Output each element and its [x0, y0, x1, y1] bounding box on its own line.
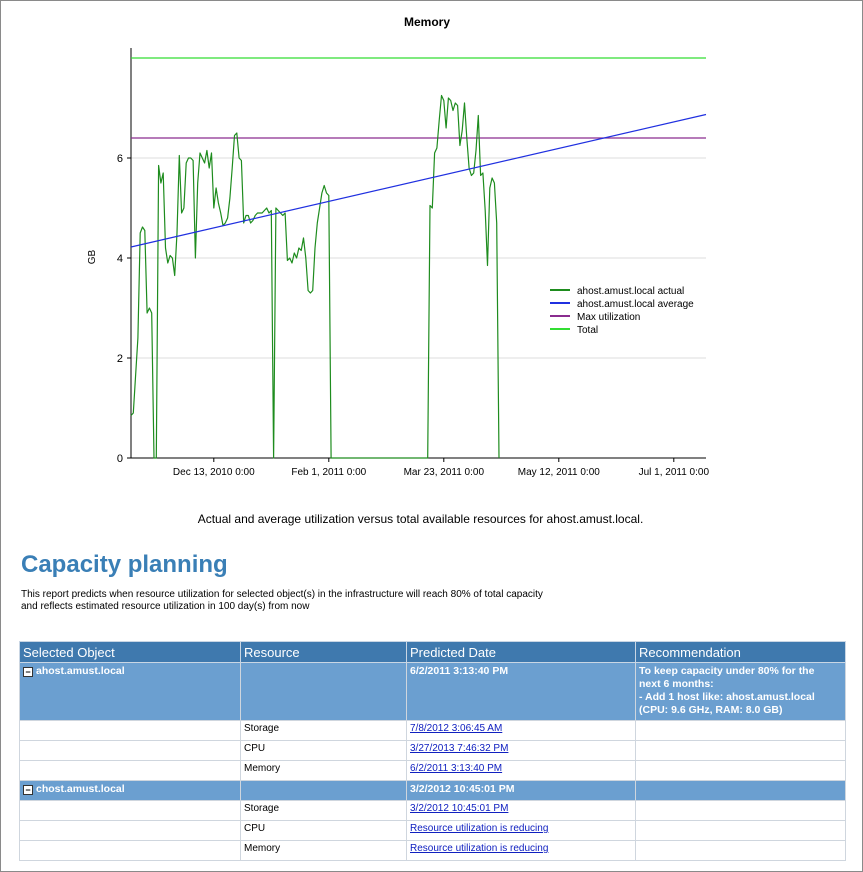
table-row: [20, 801, 846, 821]
legend-label: Max utilization: [577, 312, 641, 323]
recommendation-line-1: To keep capacity under 80% for the: [639, 665, 815, 677]
table-header-row: [20, 642, 846, 663]
group-predicted-cell: 6/2/2011 3:13:40 PM: [407, 663, 636, 721]
resource-cell: Memory: [241, 841, 407, 861]
y-tick-label: 2: [116, 353, 123, 365]
header-selected-object[interactable]: Selected Object: [20, 642, 241, 663]
predicted-date-link[interactable]: 3/2/2012 10:45:01 PM: [410, 803, 509, 814]
predicted-date-link[interactable]: 3/27/2013 7:46:32 PM: [410, 743, 509, 754]
resource-cell: Memory: [241, 761, 407, 781]
chart-grid: [131, 158, 706, 358]
predicted-date-link[interactable]: 7/8/2012 3:06:45 AM: [410, 723, 503, 734]
table-row: [20, 721, 846, 741]
x-tick-label: Jul 1, 2011 0:00: [638, 467, 710, 478]
capacity-planning-title: Capacity planning: [21, 551, 228, 578]
header-recommendation[interactable]: Recommendation: [636, 642, 846, 663]
predicted-date-link[interactable]: 6/2/2011 3:13:40 PM: [410, 763, 503, 774]
recommendation-line-3: - Add 1 host like: ahost.amust.local: [639, 691, 815, 703]
table-row: [20, 741, 846, 761]
group-predicted-cell: 3/2/2012 10:45:01 PM: [407, 781, 636, 801]
group-resource-cell: [241, 781, 407, 801]
resource-cell: Storage: [241, 801, 407, 821]
chart-title: Memory: [403, 15, 451, 29]
resource-cell: Storage: [241, 721, 407, 741]
group-resource-cell: [241, 663, 407, 721]
x-tick-label: Mar 23, 2011 0:00: [403, 467, 485, 478]
group-recommendation-cell: [636, 663, 846, 721]
group-object-name: ahost.amust.local: [36, 665, 125, 677]
x-tick-label: May 12, 2011 0:00: [517, 467, 600, 478]
table-row: [20, 841, 846, 861]
table-row: [20, 821, 846, 841]
x-tick-label: Feb 1, 2011 0:00: [291, 467, 367, 478]
legend-label: Total: [577, 325, 599, 336]
capacity-planning-description: [21, 589, 641, 613]
legend-label: ahost.amust.local actual: [577, 286, 685, 297]
chart-legend: [550, 286, 694, 336]
resource-cell: CPU: [241, 821, 407, 841]
group-object-cell: [20, 663, 241, 721]
recommendation-line-2: next 6 months:: [639, 678, 714, 690]
collapse-toggle-icon[interactable]: −: [23, 785, 33, 795]
y-tick-label: 6: [116, 153, 123, 165]
resource-cell: CPU: [241, 741, 407, 761]
header-resource[interactable]: Resource: [241, 642, 407, 663]
group-recommendation-cell: [636, 781, 846, 801]
predicted-date-link[interactable]: Resource utilization is reducing: [410, 823, 549, 834]
chart-axes: [117, 48, 710, 478]
group-object-cell: [20, 781, 241, 801]
collapse-toggle-icon[interactable]: −: [23, 667, 33, 677]
table-row: [20, 761, 846, 781]
y-tick-label: 0: [116, 453, 123, 465]
group-row-chost: [20, 781, 846, 801]
description-line-2: and reflects estimated resource utilization in 100 day(s) from now: [21, 601, 310, 612]
capacity-table: [19, 641, 846, 861]
y-axis-label: GB: [87, 249, 98, 265]
legend-label: ahost.amust.local average: [577, 299, 694, 310]
chart-caption: Actual and average utilization versus total available resources for ahost.amust.local.: [197, 512, 644, 526]
group-object-name: chost.amust.local: [36, 783, 125, 795]
recommendation-line-4: (CPU: 9.6 GHz, RAM: 8.0 GB): [639, 704, 783, 716]
y-tick-label: 4: [116, 253, 123, 265]
series-line-0: [131, 96, 499, 459]
series-line-1: [131, 115, 706, 248]
header-predicted-date[interactable]: Predicted Date: [407, 642, 636, 663]
description-line-1: This report predicts when resource utilization for selected object(s) in the infrastructure will reach 80% of total capacity: [21, 589, 543, 600]
x-tick-label: Dec 13, 2010 0:00: [172, 467, 255, 478]
group-row-ahost: [20, 663, 846, 721]
predicted-date-link[interactable]: Resource utilization is reducing: [410, 843, 549, 854]
